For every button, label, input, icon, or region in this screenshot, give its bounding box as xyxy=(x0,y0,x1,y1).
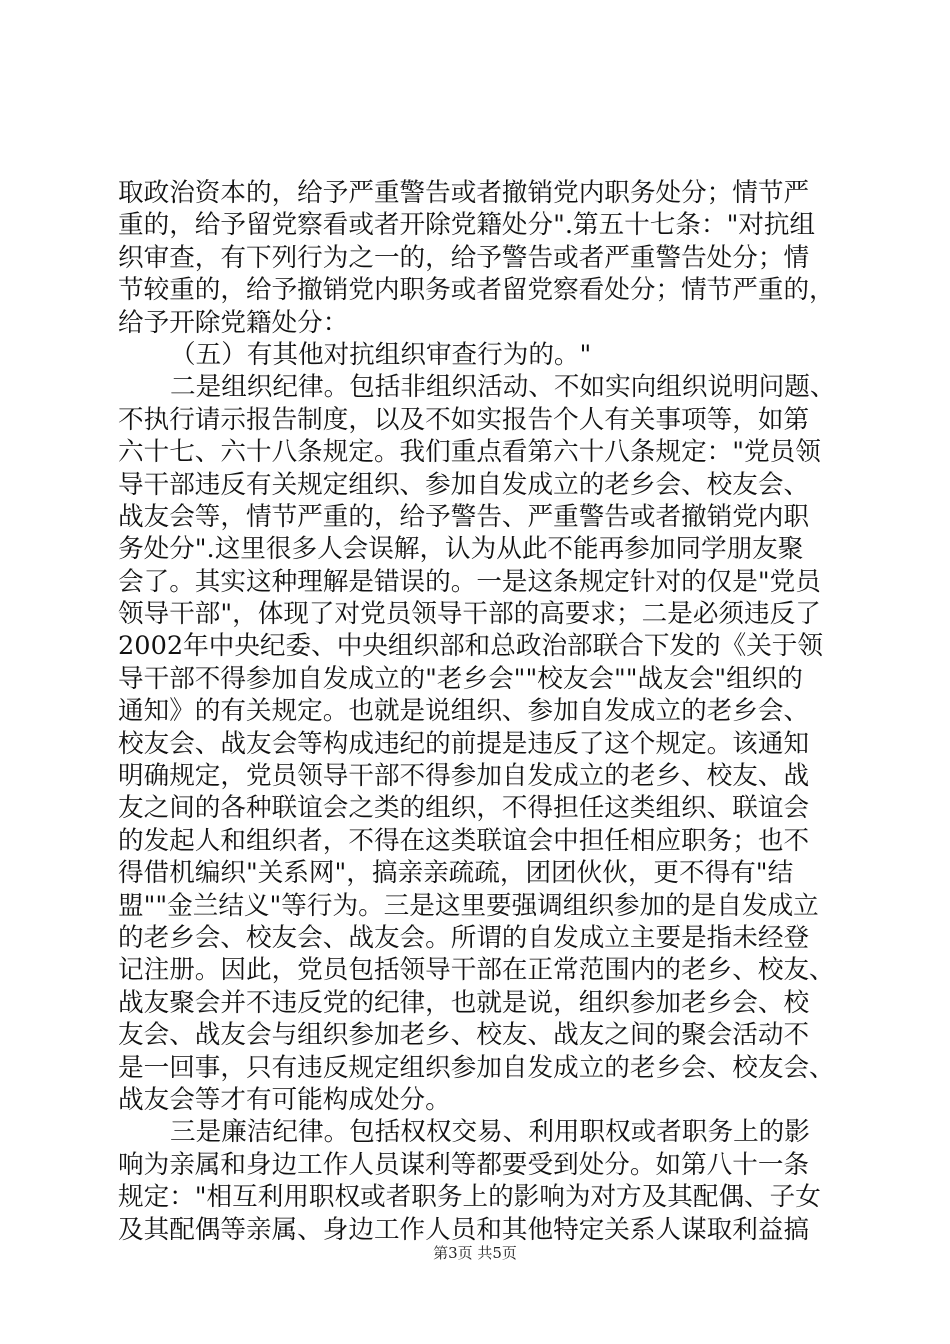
text-line: 重的，给予留党察看或者开除党籍处分".第五十七条："对抗组 xyxy=(118,210,816,241)
text-line: （五）有其他对抗组织审查行为的。" xyxy=(170,339,592,370)
text-line: 规定："相互利用职权或者职务上的影响为对方及其配偶、子女 xyxy=(118,1182,821,1213)
text-line: 领导干部"，体现了对党员领导干部的高要求；二是必须违反了 xyxy=(118,599,821,630)
text-line: 明确规定，党员领导干部不得参加自发成立的老乡、校友、战 xyxy=(118,761,810,792)
text-line: 的老乡会、校友会、战友会。所谓的自发成立主要是指未经登 xyxy=(118,922,810,953)
text-line: 取政治资本的，给予严重警告或者撤销党内职务处分；情节严 xyxy=(118,178,810,208)
text-line: 会了。其实这种理解是错误的。一是这条规定针对的仅是"党员 xyxy=(118,566,821,597)
text-line: 响为亲属和身边工作人员谋利等都要受到处分。如第八十一条 xyxy=(118,1149,810,1180)
text-line: 织审查，有下列行为之一的，给予警告或者严重警告处分；情 xyxy=(118,242,810,273)
text-line: 通知》的有关规定。也就是说组织、参加自发成立的老乡会、 xyxy=(118,696,810,727)
text-line: 友之间的各种联谊会之类的组织，不得担任这类组织、联谊会 xyxy=(118,793,810,824)
text-line: 及其配偶等亲属、身边工作人员和其他特定关系人谋取利益搞 xyxy=(118,1214,810,1245)
text-line: 战友会等，情节严重的，给予警告、严重警告或者撤销党内职 xyxy=(118,501,810,532)
text-line: 得借机编织"关系网"，搞亲亲疏疏，团团伙伙，更不得有"结 xyxy=(118,858,794,889)
text-line: 盟""金兰结义"等行为。三是这里要强调组织参加的是自发成立 xyxy=(118,890,819,921)
text-line: 二是组织纪律。包括非组织活动、不如实向组织说明问题、 xyxy=(170,372,836,403)
text-line: 不执行请示报告制度，以及不如实报告个人有关事项等，如第 xyxy=(118,404,810,435)
document-body xyxy=(118,177,838,1246)
text-line: 友会、战友会与组织参加老乡、校友、战友之间的聚会活动不 xyxy=(118,1020,810,1051)
text-line: 的发起人和组织者，不得在这类联谊会中担任相应职务；也不 xyxy=(118,825,810,856)
text-line: 校友会、战友会等构成违纪的前提是违反了这个规定。该通知 xyxy=(118,728,810,759)
page-footer: 第3页 共5页 xyxy=(433,1244,517,1262)
text-line: 战友会等才有可能构成处分。 xyxy=(118,1084,451,1115)
text-line: 记注册。因此，党员包括领导干部在正常范围内的老乡、校友、 xyxy=(118,955,835,986)
text-line: 给予开除党籍处分： xyxy=(118,307,349,338)
text-line: 务处分".这里很多人会误解，认为从此不能再参加同学朋友聚 xyxy=(118,534,804,565)
text-line: 是一回事，只有违反规定组织参加自发成立的老乡会、校友会、 xyxy=(118,1052,835,1083)
text-line: 导干部不得参加自发成立的"老乡会""校友会""战友会"组织的 xyxy=(118,663,803,694)
text-line: 节较重的，给予撤销党内职务或者留党察看处分；情节严重的， xyxy=(118,275,835,306)
text-line: 导干部违反有关规定组织、参加自发成立的老乡会、校友会、 xyxy=(118,469,810,500)
text-line: 三是廉洁纪律。包括权权交易、利用职权或者职务上的影 xyxy=(170,1117,810,1148)
text-line: 2002年中央纪委、中央组织部和总政治部联合下发的《关于领 xyxy=(118,631,823,662)
text-line: 战友聚会并不违反党的纪律，也就是说，组织参加老乡会、校 xyxy=(118,987,810,1018)
text-line: 六十七、六十八条规定。我们重点看第六十八条规定："党员领 xyxy=(118,437,821,468)
